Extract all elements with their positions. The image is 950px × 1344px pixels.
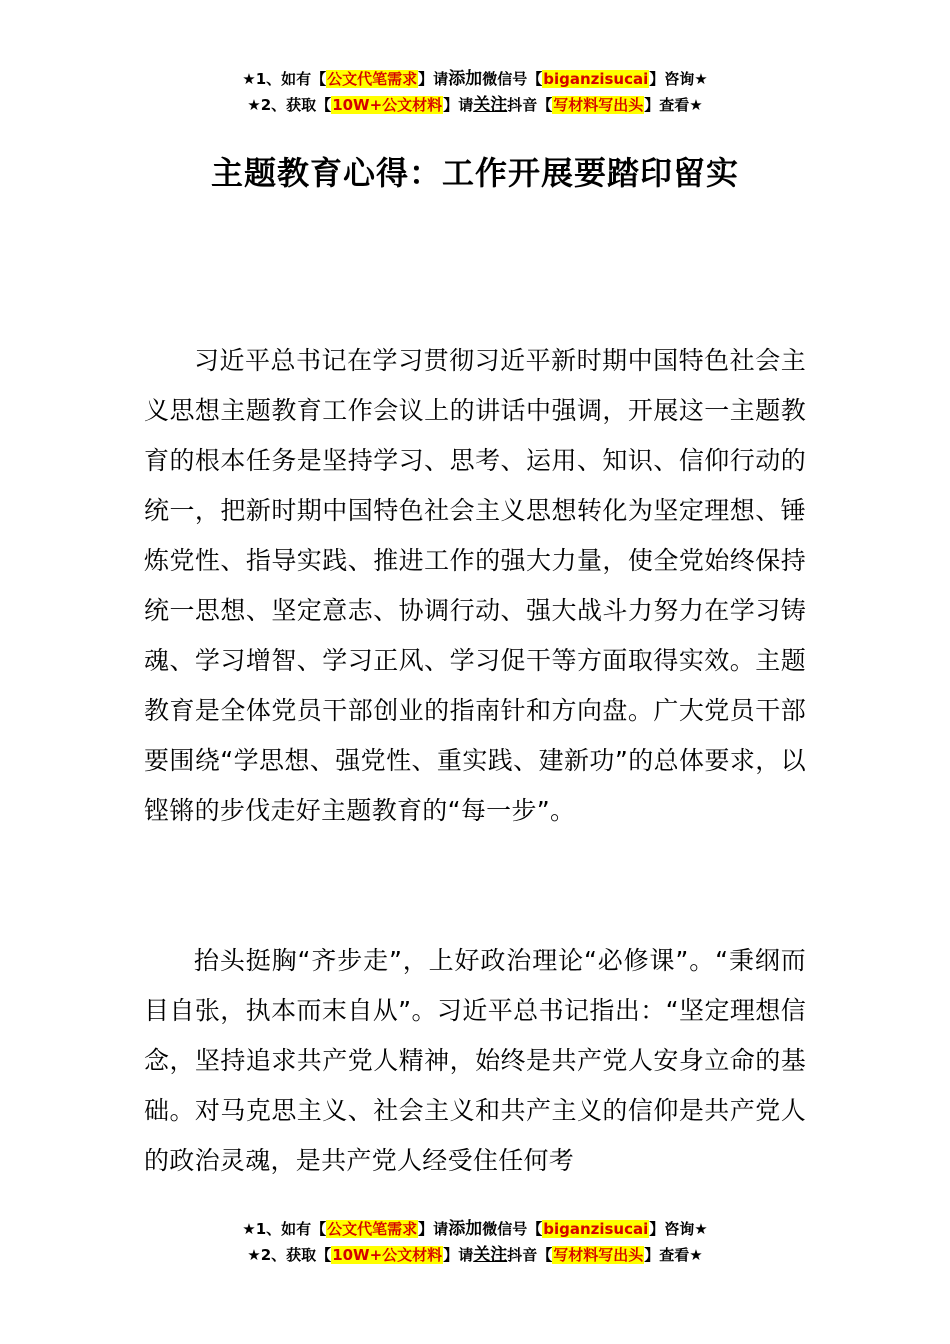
paragraph-1: 习近平总书记在学习贯彻习近平新时期中国特色社会主义思想主题教育工作会议上的讲话中强调，开展这一主题教育的根本任务是坚持学习、思考、运用、知识、信仰行动的统一，把新时期中国特色社会主义思想转化为坚定理想、锤炼党性、指导实践、推进工作的强大力量，使全党始终保持统一思想、坚定意志、协调行动、强大战斗力努力在学习铸魂、学习增智、学习正风、学习促干等方面取得实效。主题教育是全体党员干部创业的指南针和方向盘。广大党员干部要围绕“学思想、强党性、重实践、建新功”的总体要求，以铿锵的步伐走好主题教育的“每一步”。 bbox=[144, 346, 806, 825]
promo-text: 】查看★ bbox=[644, 1246, 703, 1264]
promo-text: ★2、获取【 bbox=[247, 1246, 332, 1264]
promo-emphasis: 关注 bbox=[473, 1245, 508, 1265]
promo-text: 】请 bbox=[443, 1246, 474, 1264]
promo-highlight-materials: 10W+公文材料 bbox=[332, 1246, 443, 1264]
bottom-promo-banner bbox=[0, 1216, 950, 1268]
promo-highlight-douyin: 写材料写出头 bbox=[553, 1246, 644, 1264]
paragraph-2: 抬头挺胸“齐步走”，上好政治理论“必修课”。“秉纲而目自张，执本而末自从”。习近平总书记指出：“坚定理想信念，坚持追求共产党人精神，始终是共产党人安身立命的基础。对马克思主义、社会主义和共产主义的信仰是共产党人的政治灵魂，是共产党人经受住任何考 bbox=[144, 946, 806, 1175]
promo-text: ★2、获取【 bbox=[247, 96, 332, 114]
document-body bbox=[144, 336, 806, 836]
promo-text: ★1、如有【 bbox=[242, 1220, 327, 1238]
promo-text: 】咨询★ bbox=[649, 1220, 708, 1238]
promo-highlight-service: 公文代笔需求 bbox=[327, 70, 418, 88]
promo-text: 微信号【 bbox=[482, 1220, 543, 1238]
document-body-continued bbox=[144, 936, 806, 1186]
promo-text: 】请 bbox=[418, 70, 449, 88]
promo-text: 微信号【 bbox=[482, 70, 543, 88]
promo-highlight-wechat-id: biganzisucai bbox=[543, 1220, 649, 1238]
promo-text: 】请 bbox=[443, 96, 474, 114]
promo-text: 】请 bbox=[418, 1220, 449, 1238]
promo-line-2 bbox=[0, 92, 950, 118]
promo-line-1 bbox=[0, 66, 950, 92]
promo-highlight-wechat-id: biganzisucai bbox=[543, 70, 649, 88]
promo-text: 】咨询★ bbox=[649, 70, 708, 88]
promo-highlight-service: 公文代笔需求 bbox=[327, 1220, 418, 1238]
promo-line-1 bbox=[0, 1216, 950, 1242]
promo-emphasis: 添加 bbox=[448, 69, 483, 89]
document-title: 主题教育心得：工作开展要踏印留实 bbox=[210, 154, 739, 192]
promo-text: 】查看★ bbox=[644, 96, 703, 114]
promo-text: 抖音【 bbox=[507, 1246, 553, 1264]
promo-text: 抖音【 bbox=[507, 96, 553, 114]
promo-emphasis: 添加 bbox=[448, 1219, 483, 1239]
promo-highlight-materials: 10W+公文材料 bbox=[332, 96, 443, 114]
promo-line-2 bbox=[0, 1242, 950, 1268]
promo-emphasis: 关注 bbox=[473, 95, 508, 115]
promo-highlight-douyin: 写材料写出头 bbox=[553, 96, 644, 114]
top-promo-banner bbox=[0, 66, 950, 118]
promo-text: ★1、如有【 bbox=[242, 70, 327, 88]
